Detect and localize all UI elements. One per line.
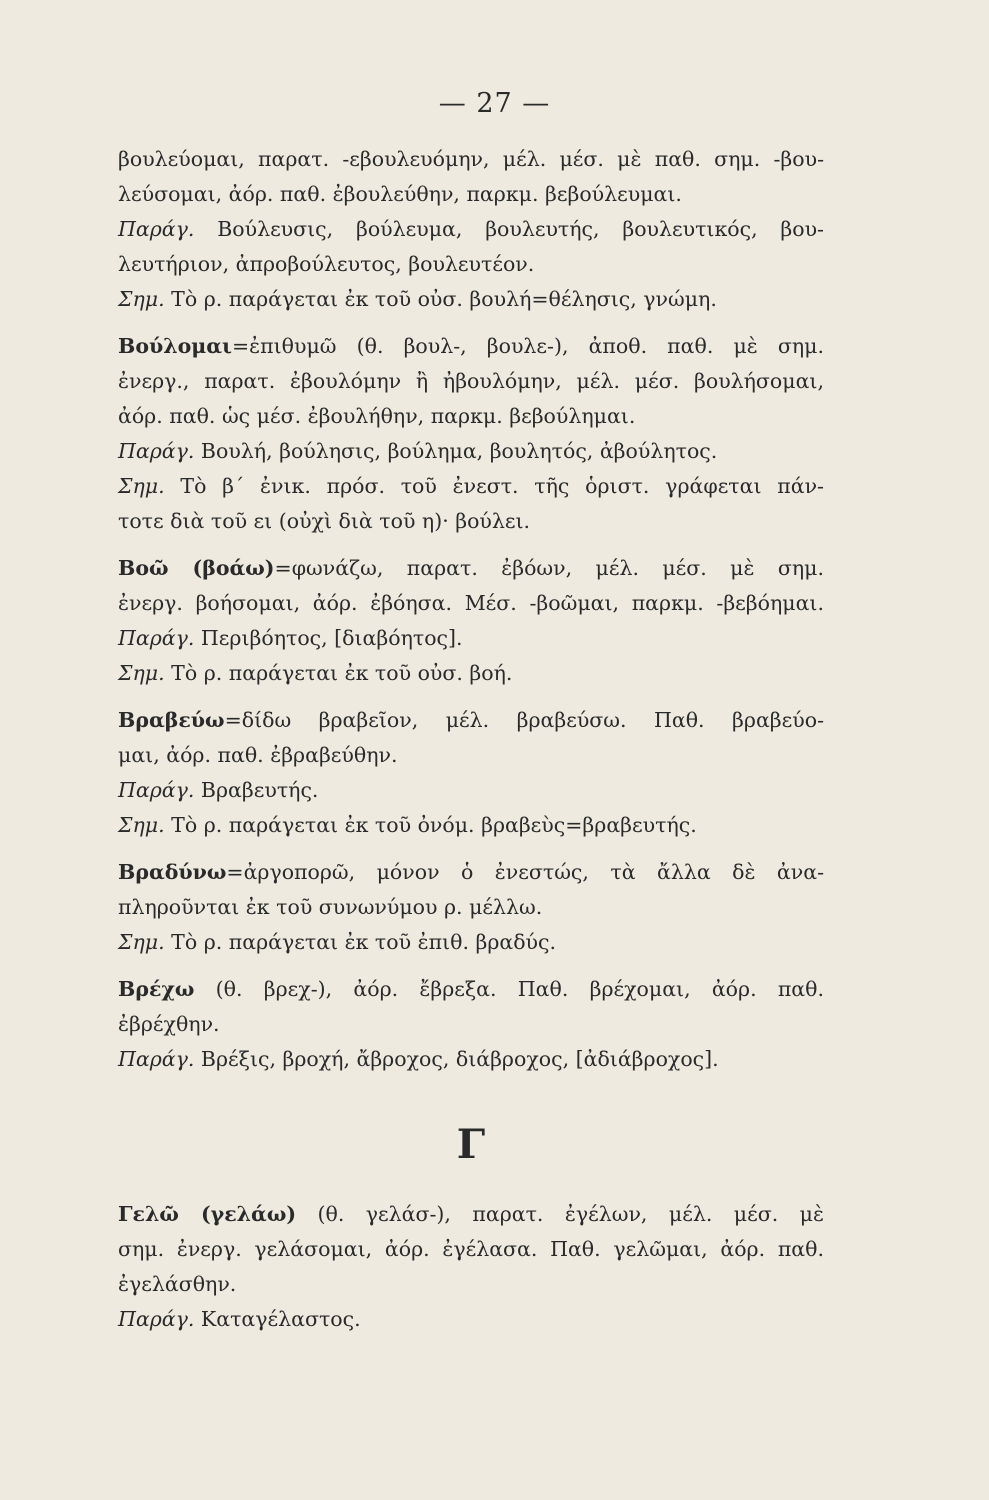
section-letter: Γ — [456, 1121, 486, 1168]
paragog-label: Παράγ. — [118, 439, 195, 463]
entry-boulomai — [118, 329, 824, 539]
headword: Βοῶ (βοάω) — [118, 556, 275, 580]
entry-line: βουλεύομαι, παρατ. -εβουλευόμην, μέλ. μέσ. μὲ παθ. σημ. -βου- — [118, 147, 824, 171]
headword: Βρέχω — [118, 977, 195, 1001]
paragog-text: Περιβόητος, [διαβόητος]. — [200, 626, 463, 650]
sim-label: Σημ. — [118, 813, 165, 837]
sim-text: Τὸ ρ. παράγεται ἐκ τοῦ οὐσ. βοή. — [171, 661, 513, 685]
page-number: — 27 — — [438, 88, 551, 119]
entry-text: (θ. βρεχ-), ἀόρ. ἔβρεξα. Παθ. βρέχομαι, ἀόρ. παθ. — [194, 977, 824, 1001]
headword: Βραβεύω — [118, 708, 225, 732]
entry-text: =δίδω βραβεῖον, μέλ. βραβεύσω. Παθ. βραβεύο- — [224, 708, 824, 732]
sim-label: Σημ. — [118, 287, 165, 311]
sim-line: τοτε διὰ τοῦ ει (οὐχὶ διὰ τοῦ η)· βούλει. — [118, 509, 531, 533]
paragog-line: λευτήριον, ἀπροβούλευτος, βουλευτέον. — [118, 252, 535, 276]
entry-text: =φωνάζω, παρατ. ἐβόων, μέλ. μέσ. μὲ σημ. — [274, 556, 824, 580]
entry-line — [118, 703, 824, 738]
paragog-label: Παράγ. — [118, 1307, 195, 1331]
sim-line — [118, 282, 824, 317]
headword: Γελῶ (γελάω) — [118, 1202, 297, 1226]
headword: Βούλομαι — [118, 334, 232, 358]
entry-line — [118, 1197, 824, 1232]
entry-line: ἐγελάσθην. — [118, 1272, 237, 1296]
paragog-text: Βούλευσις, βούλευμα, βουλευτής, βουλευτικός, βου- — [217, 217, 824, 241]
sim-line — [118, 808, 824, 843]
entry-line: πληροῦνται ἐκ τοῦ συνωνύμου ρ. μέλλω. — [118, 895, 543, 919]
entry-line — [118, 551, 824, 586]
paragog-text: Βραβευτής. — [200, 778, 319, 802]
sim-label: Σημ. — [118, 930, 165, 954]
sim-label: Σημ. — [118, 661, 165, 685]
sim-label: Σημ. — [118, 474, 165, 498]
entry-brabeuo — [118, 703, 824, 843]
entry-gelo — [118, 1197, 824, 1337]
paragog-line — [118, 1042, 824, 1077]
entry-line: λεύσομαι, ἀόρ. παθ. ἐβουλεύθην, παρκμ. βεβούλευμαι. — [118, 182, 682, 206]
paragog-line — [118, 1302, 824, 1337]
entry-text: (θ. γελάσ-), παρατ. ἐγέλων, μέλ. μέσ. μὲ — [296, 1202, 825, 1226]
entry-line: ἐβρέχθην. — [118, 1012, 220, 1036]
entry-text: =ἐπιθυμῶ (θ. βουλ-, βουλε-), ἀποθ. παθ. μὲ σημ. — [231, 334, 824, 358]
paragog-line — [118, 212, 824, 247]
paragog-label: Παράγ. — [118, 778, 195, 802]
entry-line: σημ. ἐνεργ. γελάσομαι, ἀόρ. ἐγέλασα. Παθ. γελῶμαι, ἀόρ. παθ. — [118, 1237, 824, 1261]
entry-line: ἐνεργ. βοήσομαι, ἀόρ. ἐβόησα. Μέσ. -βοῶμαι, παρκμ. -βεβόημαι. — [118, 591, 824, 615]
entries — [118, 142, 824, 1337]
sim-line — [118, 925, 824, 960]
entry-bradyno — [118, 855, 824, 960]
sim-text: Τὸ ρ. παράγεται ἐκ τοῦ ὀνόμ. βραβεὺς=βραβευτής. — [171, 813, 697, 837]
headword: Βραδύνω — [118, 860, 227, 884]
entry-line: ἐνεργ., παρατ. ἐβουλόμην ἢ ἠβουλόμην, μέλ. μέσ. βουλήσομαι, — [118, 369, 824, 393]
paragog-label: Παράγ. — [118, 217, 195, 241]
paragog-line — [118, 434, 824, 469]
paragog-text: Καταγέλαστος. — [200, 1307, 361, 1331]
entry-text: =ἀργοπορῶ, μόνον ὁ ἐνεστώς, τὰ ἄλλα δὲ ἀνα- — [226, 860, 824, 884]
sim-line — [118, 656, 824, 691]
sim-text: Τὸ ρ. παράγεται ἐκ τοῦ ἐπιθ. βραδύς. — [171, 930, 557, 954]
paragog-label: Παράγ. — [118, 626, 195, 650]
entry-breho — [118, 972, 824, 1077]
sim-text: Τὸ ρ. παράγεται ἐκ τοῦ οὐσ. βουλή=θέλησις, γνώμη. — [171, 287, 717, 311]
paragog-label: Παράγ. — [118, 1047, 195, 1071]
paragog-line — [118, 621, 824, 656]
entry-boo — [118, 551, 824, 691]
sim-line — [118, 469, 824, 504]
entry-bouleuomai — [118, 142, 824, 317]
paragog-text: Βουλή, βούλησις, βούλημα, βουλητός, ἀβούλητος. — [200, 439, 718, 463]
paragog-text: Βρέξις, βροχή, ἄβροχος, διάβροχος, [ἀδιάβροχος]. — [200, 1047, 719, 1071]
entry-line: ἀόρ. παθ. ὡς μέσ. ἐβουλήθην, παρκμ. βεβούλημαι. — [118, 404, 636, 428]
entry-line — [118, 329, 824, 364]
sim-text: Τὸ β΄ ἐνικ. πρόσ. τοῦ ἐνεστ. τῆς ὁριστ. γράφεται πάν- — [180, 474, 824, 498]
entry-line: μαι, ἀόρ. παθ. ἐβραβεύθην. — [118, 743, 398, 767]
entry-line — [118, 855, 824, 890]
entry-line — [118, 972, 824, 1007]
paragog-line — [118, 773, 824, 808]
